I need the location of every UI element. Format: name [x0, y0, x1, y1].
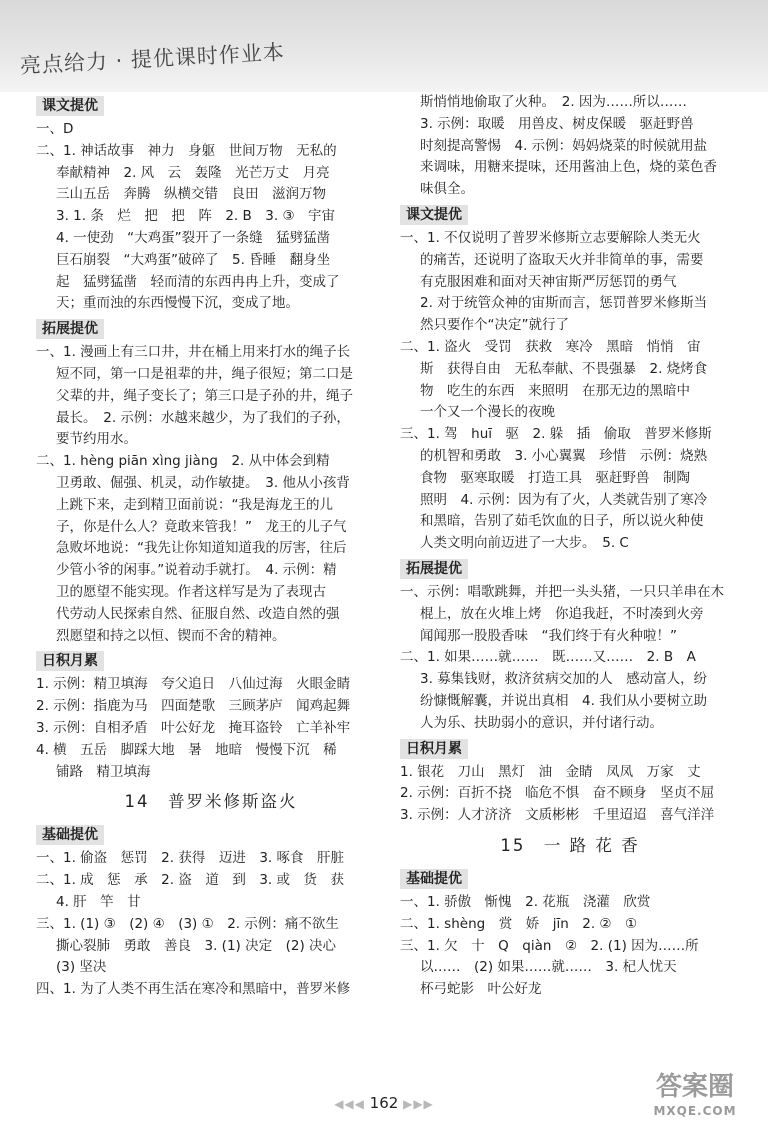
answer-line: 闻闻那一股股香味 “我们终于有火种啦！” — [420, 627, 677, 644]
answer-line: 味俱全。 — [420, 181, 474, 198]
lesson-title: 14 普罗米修斯盗火 — [124, 792, 298, 812]
answer-line: 天；重而浊的东西慢慢下沉，变成了地。 — [56, 295, 299, 312]
answer-line: 短不同，第一口是祖辈的井，绳子很短；第二口是 — [56, 365, 353, 382]
answer-line: 3. 募集钱财，救济贫病交加的人 感动富人，纷 — [420, 671, 708, 688]
section-heading: 拓展提优 — [400, 559, 468, 579]
answer-line: 棍上，放在火堆上烤 你追我赶，不时凑到火旁 — [420, 605, 704, 622]
answer-line: 二、1. shèng 赏 娇 jīn 2. ② ① — [400, 915, 638, 932]
answer-line: 铺路 精卫填海 — [56, 763, 151, 780]
next-arrows-icon: ▶▶▶ — [403, 1097, 434, 1111]
answer-line: 二、1. 神话故事 神力 身躯 世间万物 无私的 — [36, 142, 337, 159]
answer-line: 3. 示例：人才济济 文质彬彬 千里迢迢 喜气洋洋 — [400, 807, 715, 824]
section-heading-row — [36, 647, 386, 674]
section-heading-row — [36, 821, 386, 848]
answer-line: 4. 横 五岳 脚踩大地 暑 地暗 慢慢下沉 稀 — [36, 741, 337, 758]
answer-line: 上跳下来，走到精卫面前说：“我是海龙王的儿 — [56, 496, 333, 513]
answer-line: 3. 1. 条 烂 把 把 阵 2. B 3. ③ 宇宙 — [56, 208, 336, 225]
answer-line: 3. 示例：自相矛盾 叶公好龙 掩耳盗铃 亡羊补牢 — [36, 719, 351, 736]
answer-line: 子，你是什么人？竟敢来管我！” 龙王的儿子气 — [56, 518, 347, 535]
answer-line: 一、D — [36, 121, 74, 137]
answer-line: 3. 示例：取暖 用兽皮、树皮保暖 驱赶野兽 — [420, 115, 694, 132]
answer-line: 起 猛劈猛凿 轻而清的东西冉冉上升，变成了 — [56, 273, 340, 290]
answer-line: 二、1. 如果……就…… 既……又…… 2. B A — [400, 649, 696, 666]
answer-line: 和黑暗，告别了茹毛饮血的日子，所以说火种使 — [420, 513, 704, 530]
answer-line: 三、1. 欠 十 Q qiàn ② 2. (1) 因为……所 — [400, 937, 699, 954]
left-column — [36, 92, 386, 1001]
section-heading: 基础提优 — [400, 869, 468, 889]
answer-line: 人为乐、扶助弱小的意识，并付诸行动。 — [420, 714, 663, 731]
answer-line: 杯弓蛇影 叶公好龙 — [420, 981, 542, 998]
section-heading-row — [400, 865, 740, 892]
answer-line: 代劳动人民探索自然、征服自然、改造自然的强 — [56, 605, 340, 622]
answer-line: 二、1. 成 惩 承 2. 盗 道 到 3. 或 货 获 — [36, 872, 345, 889]
header-band — [0, 0, 768, 92]
section-heading: 课文提优 — [36, 96, 104, 116]
book-title: 亮点给力 · 提优课时作业本 — [19, 40, 286, 78]
answer-line: 少管小爷的闲事。”说着动手就打。 4. 示例：精 — [56, 562, 337, 579]
answer-line: 然只要作个“决定”就行了 — [420, 317, 569, 334]
answer-line: 父辈的井，绳子变长了；第三口是子孙的井，绳子 — [56, 387, 353, 404]
answer-line: 卫的愿望不能实现。作者这样写是为了表现古 — [56, 583, 326, 600]
answer-line: 4. 一使劲 “大鸡蛋”裂开了一条缝 猛劈猛凿 — [56, 229, 331, 246]
page-number: 162 — [369, 1094, 399, 1112]
answer-line: (3) 坚决 — [56, 959, 107, 976]
answer-line: 的痛苦，还说明了盗取天火并非简单的事，需要 — [420, 251, 704, 268]
section-heading-row — [36, 315, 386, 342]
answer-line: 有克服困难和面对天神宙斯严厉惩罚的勇气 — [420, 273, 677, 290]
answer-line: 二、1. 盗火 受罚 获救 寒冷 黑暗 悄悄 宙 — [400, 338, 701, 355]
answer-line: 斯悄悄地偷取了火种。 2. 因为……所以…… — [420, 94, 687, 110]
answer-line: 三山五岳 奔腾 纵横交错 良田 滋润万物 — [56, 186, 326, 203]
answer-line: 一、1. 漫画上有三口井，井在桶上用来打水的绳子长 — [36, 344, 351, 361]
answer-line: 1. 银花 刀山 黑灯 油 金睛 凤凤 万家 丈 — [400, 763, 701, 780]
prev-arrows-icon: ◀◀◀ — [334, 1097, 365, 1111]
answer-line: 三、1. 驾 huī 驱 2. 躲 插 偷取 普罗米修斯 — [400, 426, 712, 443]
answer-line: 食物 驱寒取暖 打造工具 驱赶野兽 制陶 — [420, 469, 690, 486]
answer-line: 纷慷慨解囊，并说出真相 4. 我们从小要树立助 — [420, 692, 708, 709]
answer-line: 要节约用水。 — [56, 431, 137, 448]
answer-line: 巨石崩裂 “大鸡蛋”破碎了 5. 昏睡 翻身坐 — [56, 251, 331, 268]
answer-line: 2. 示例：百折不挠 临危不惧 奋不顾身 坚贞不屈 — [400, 785, 715, 802]
section-heading: 日积月累 — [400, 739, 468, 759]
section-heading: 日积月累 — [36, 651, 104, 671]
answer-line: 撕心裂肺 勇敢 善良 3. (1) 决定 (2) 决心 — [56, 937, 336, 954]
section-heading-row — [400, 201, 740, 228]
answer-line: 2. 示例：指鹿为马 四面楚歌 三顾茅庐 闻鸡起舞 — [36, 698, 351, 715]
answer-line: 1. 示例：精卫填海 夸父追日 八仙过海 火眼金睛 — [36, 676, 351, 693]
section-heading: 拓展提优 — [36, 319, 104, 339]
answer-line: 一个又一个漫长的夜晚 — [420, 404, 555, 421]
answer-line: 的机智和勇敢 3. 小心翼翼 珍惜 示例：烧熟 — [420, 447, 708, 464]
answer-line: 一、1. 不仅说明了普罗米修斯立志要解除人类无火 — [400, 229, 701, 246]
section-heading: 课文提优 — [400, 205, 468, 225]
answer-line: 物 吃生的东西 来照明 在那无边的黑暗中 — [420, 382, 690, 399]
answer-line: 照明 4. 示例：因为有了火，人类就告别了寒冷 — [420, 491, 708, 508]
section-heading-row — [36, 92, 386, 119]
answer-line: 三、1. (1) ③ (2) ④ (3) ① 2. 示例：痛不欲生 — [36, 915, 339, 932]
answer-line: 一、1. 偷盗 惩罚 2. 获得 迈进 3. 啄食 肝脏 — [36, 850, 345, 867]
answer-line: 奉献精神 2. 风 云 轰隆 光芒万丈 月亮 — [56, 164, 330, 181]
section-heading-row — [400, 555, 740, 582]
answer-line: 4. 肝 竿 甘 — [56, 893, 141, 910]
answer-line: 来调味，用糖来提味，还用酱油上色，烧的菜色香 — [420, 159, 717, 176]
answer-line: 斯 获得自由 无私奉献、不畏强暴 2. 烧烤食 — [420, 360, 708, 377]
watermark-logo: 答案圈 MXQE.COM — [653, 1072, 737, 1118]
answer-line: 卫勇敢、倔强、机灵，动作敏捷。 3. 他从小孩背 — [56, 474, 350, 491]
section-heading-row — [400, 735, 740, 762]
answer-line: 一、示例：唱歌跳舞，并把一头头猪，一只只羊串在木 — [400, 583, 724, 600]
answer-line: 急败坏地说：“我先让你知道知道我的厉害，往后 — [56, 540, 347, 557]
right-column — [400, 92, 740, 1001]
answer-line: 人类文明向前迈进了一大步。 5. C — [420, 535, 629, 552]
answer-line: 一、1. 骄傲 惭愧 2. 花瓶 浇灌 欣赏 — [400, 893, 651, 910]
answer-line: 以…… (2) 如果……就…… 3. 杞人忧天 — [420, 959, 677, 976]
answer-line: 二、1. hèng piān xìng jiàng 2. 从中体会到精 — [36, 453, 330, 470]
answer-line: 最长。 2. 示例：水越来越少，为了我们的子孙， — [56, 409, 350, 426]
answer-line: 四、1. 为了人类不再生活在寒冷和黑暗中，普罗米修 — [36, 981, 351, 998]
answer-line: 时刻提高警惕 4. 示例：妈妈烧菜的时候就用盐 — [420, 137, 708, 154]
section-heading: 基础提优 — [36, 825, 104, 845]
answer-line: 2. 对于统管众神的宙斯而言，惩罚普罗米修斯当 — [420, 295, 708, 312]
lesson-title: 15 一 路 花 香 — [500, 835, 640, 855]
answer-line: 烈愿望和持之以恒、锲而不舍的精神。 — [56, 627, 286, 644]
